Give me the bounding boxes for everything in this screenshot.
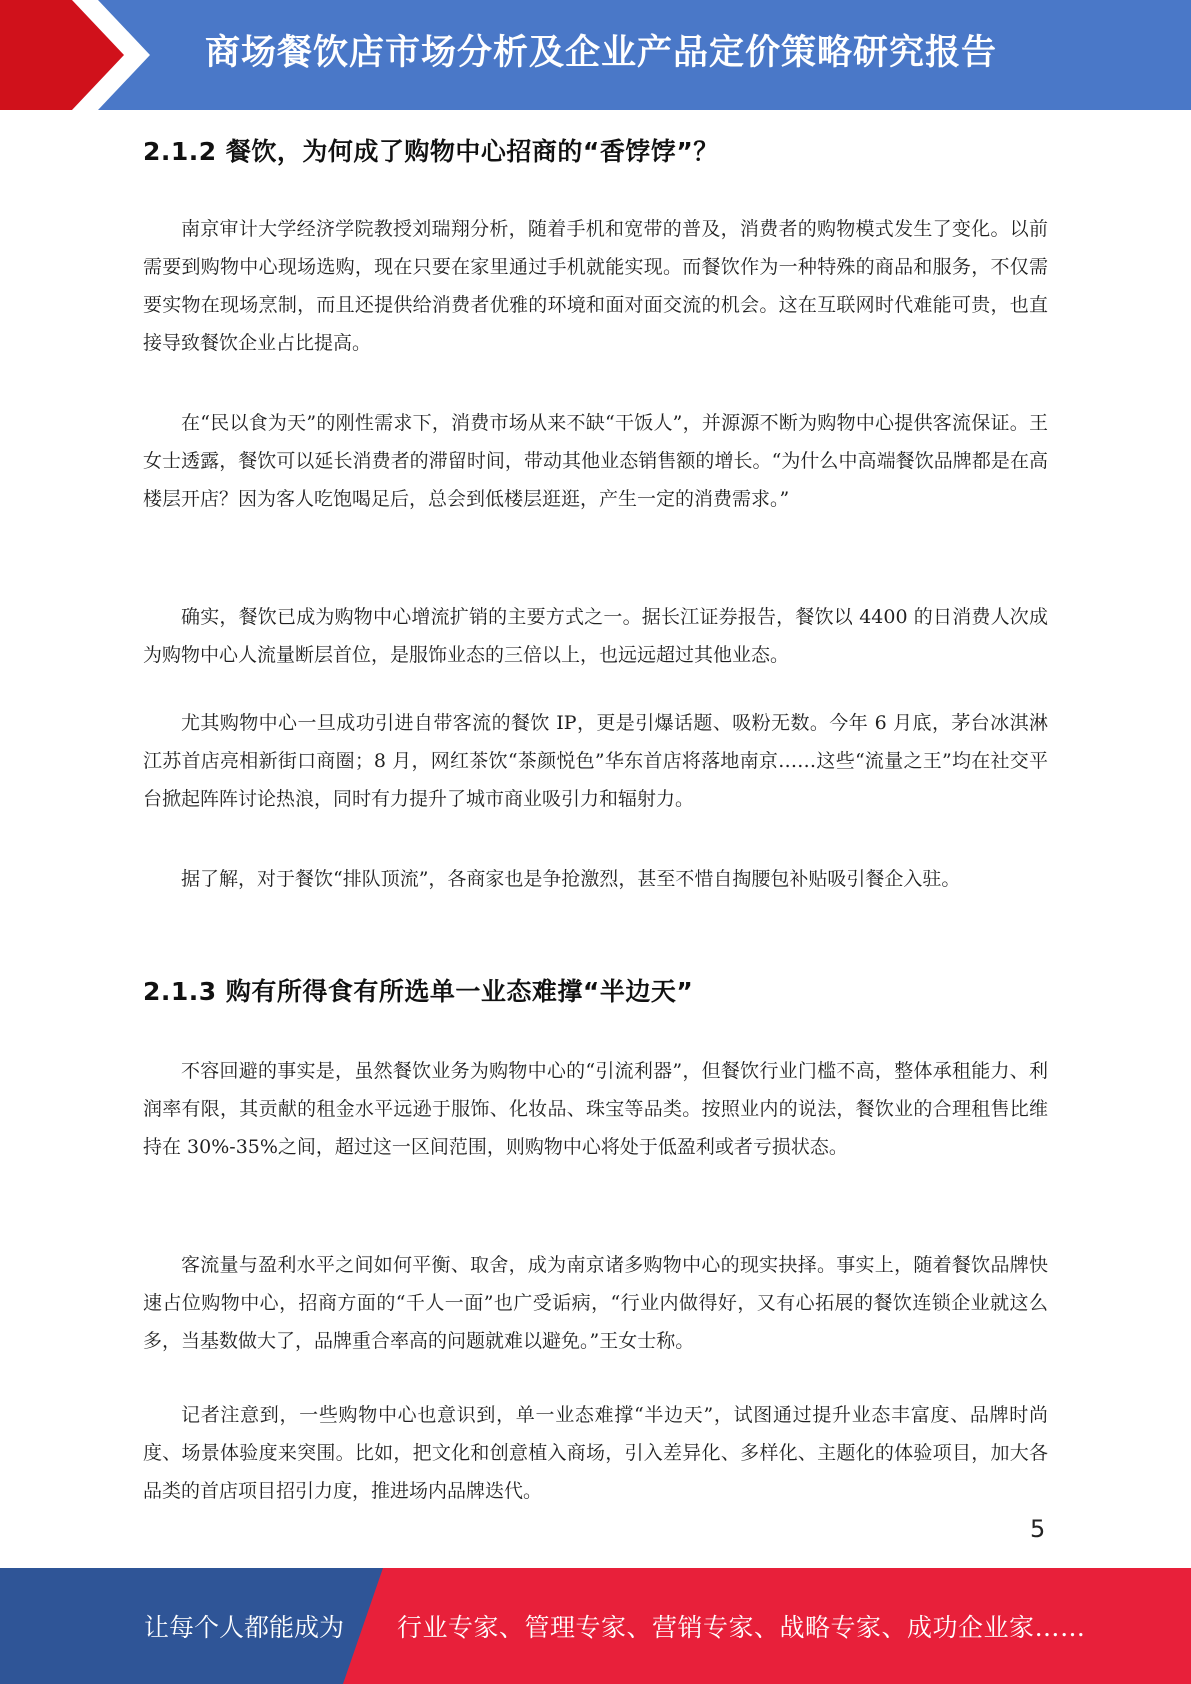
paragraph: 尤其购物中心一旦成功引进自带客流的餐饮 IP，更是引爆话题、吸粉无数。今年 6 月底，茅台冰淇淋江苏首店亮相新街口商圈；8 月，网红茶饮“茶颜悦色”华东首店将落地南京……这些“流量之王”均在社交平台掀起阵阵讨论热浪，同时有力提升了城市商业吸引力和辐射力。	[143, 712, 1048, 810]
footer-slogan-left: 让每个人都能成为	[144, 1613, 345, 1642]
paragraph: 南京审计大学经济学院教授刘瑞翔分析，随着手机和宽带的普及，消费者的购物模式发生了变化。以前需要到购物中心现场选购，现在只要在家里通过手机就能实现。而餐饮作为一种特殊的商品和服务，不仅需要实物在现场烹制，而且还提供给消费者优雅的环境和面对面交流的机会。这在互联网时代难能可贵，也直接导致餐饮企业占比提高。	[143, 218, 1048, 354]
page-footer	[0, 1568, 1191, 1684]
page-number: 5	[1030, 1515, 1046, 1543]
header-chevron-decoration	[0, 0, 155, 110]
paragraph: 记者注意到，一些购物中心也意识到，单一业态难撑“半边天”，试图通过提升业态丰富度、品牌时尚度、场景体验度来突围。比如，把文化和创意植入商场，引入差异化、多样化、主题化的体验项目，加大各品类的首店项目招引力度，推进场内品牌迭代。	[143, 1404, 1048, 1502]
paragraph: 不容回避的事实是，虽然餐饮业务为购物中心的“引流利器”，但餐饮行业门槛不高，整体承租能力、利润率有限，其贡献的租金水平远逊于服饰、化妆品、珠宝等品类。按照业内的说法，餐饮业的合理租售比维持在 30%-35%之间，超过这一区间范围，则购物中心将处于低盈利或者亏损状态。	[143, 1060, 1048, 1158]
footer-slogan-right: 行业专家、管理专家、营销专家、战略专家、成功企业家……	[397, 1613, 1086, 1642]
page-header	[0, 0, 1191, 110]
paragraph: 确实，餐饮已成为购物中心增流扩销的主要方式之一。据长江证券报告，餐饮以 4400 的日消费人次成为购物中心人流量断层首位，是服饰业态的三倍以上，也远远超过其他业态。	[143, 606, 1048, 666]
paragraph: 客流量与盈利水平之间如何平衡、取舍，成为南京诸多购物中心的现实抉择。事实上，随着餐饮品牌快速占位购物中心，招商方面的“千人一面”也广受诟病，“行业内做得好，又有心拓展的餐饮连锁企业就这么多，当基数做大了，品牌重合率高的问题就难以避免。”王女士称。	[143, 1254, 1048, 1352]
paragraph: 在“民以食为天”的刚性需求下，消费市场从来不缺“干饭人”，并源源不断为购物中心提供客流保证。王女士透露，餐饮可以延长消费者的滞留时间，带动其他业态销售额的增长。“为什么中高端餐饮品牌都是在高楼层开店？因为客人吃饱喝足后，总会到低楼层逛逛，产生一定的消费需求。”	[143, 412, 1048, 510]
section-heading-2-1-2: 2.1.2 餐饮，为何成了购物中心招商的“香饽饽”？	[143, 137, 719, 166]
paragraph: 据了解，对于餐饮“排队顶流”，各商家也是争抢激烈，甚至不惜自掏腰包补贴吸引餐企入驻。	[181, 868, 961, 890]
section-heading-2-1-3: 2.1.3 购有所得食有所选单一业态难撑“半边天”	[143, 977, 694, 1006]
report-title: 商场餐饮店市场分析及企业产品定价策略研究报告	[205, 33, 998, 73]
